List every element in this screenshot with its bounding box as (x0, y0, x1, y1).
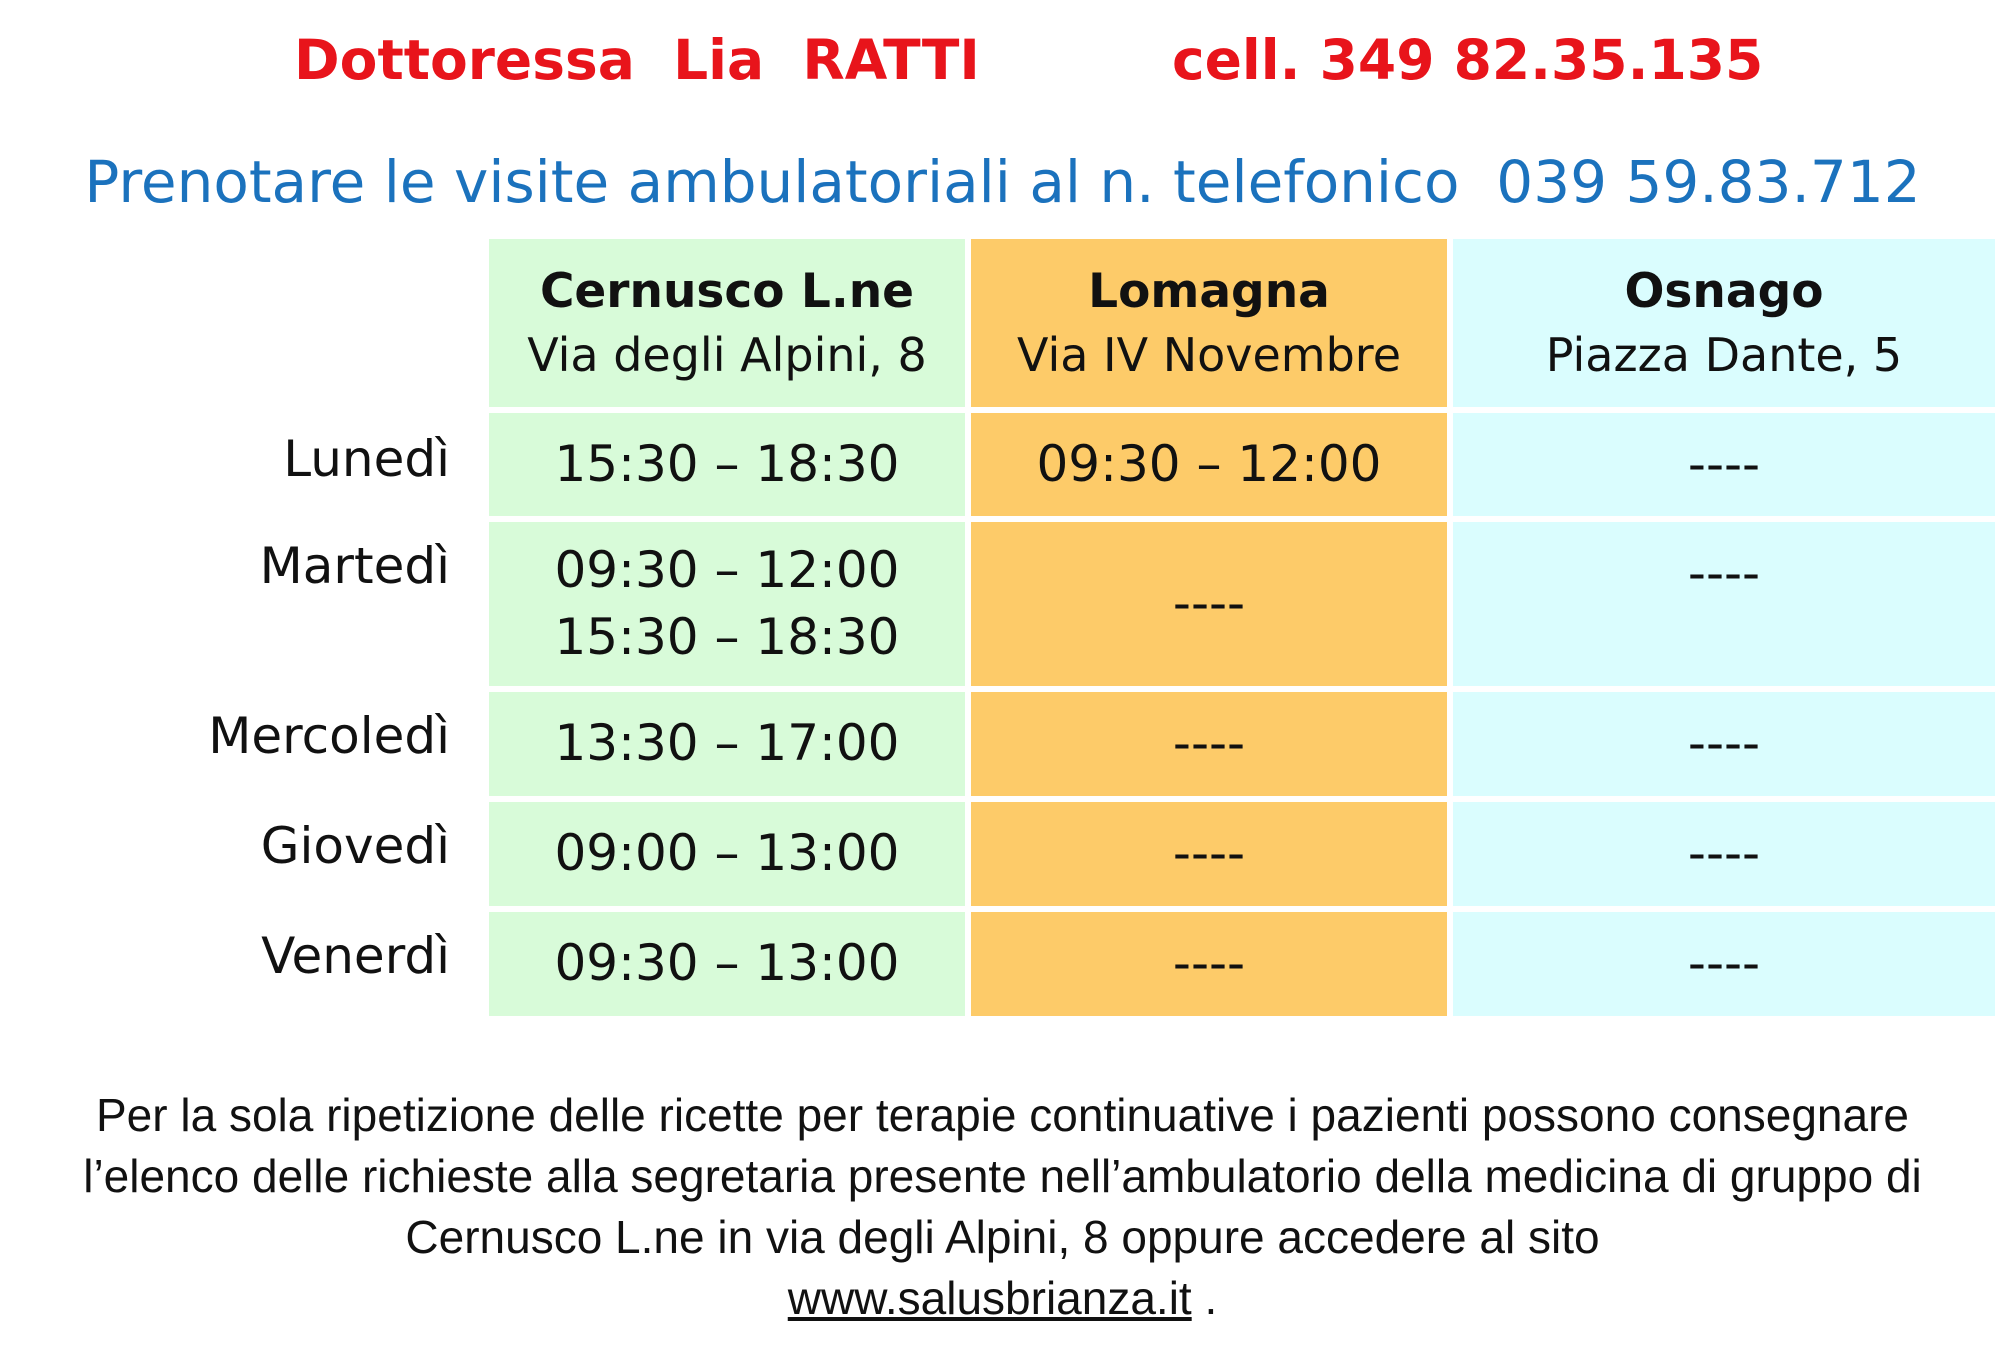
time-slot: 09:30 – 13:00 (554, 934, 900, 993)
day-label-martedi: Martedì (259, 537, 450, 595)
location-name: Cernusco L.ne (539, 264, 915, 320)
cell-martedi-osnago (1453, 522, 1995, 686)
location-address: Via IV Novembre (1017, 327, 1401, 382)
cell-martedi-lomagna (971, 522, 1447, 686)
day-label-giovedi: Giovedì (260, 817, 450, 875)
time-slot: ---- (1687, 714, 1761, 773)
header (0, 28, 2005, 98)
time-slot: 09:30 – 12:00 (554, 540, 900, 599)
time-slot: ---- (1687, 934, 1761, 993)
cell-martedi-cernusco (489, 522, 965, 686)
column-header-osnago (1453, 239, 1995, 407)
website-link[interactable]: www.salusbrianza.it (787, 1272, 1192, 1324)
time-slot: ---- (1687, 824, 1761, 883)
time-slot: ---- (1687, 434, 1761, 493)
cell-lunedi-osnago (1453, 413, 1995, 516)
cell-giovedi-osnago (1453, 802, 1995, 906)
cell-giovedi-cernusco (489, 802, 965, 906)
cell-venerdi-cernusco (489, 912, 965, 1016)
time-slot: ---- (1172, 824, 1246, 883)
time-slot: 15:30 – 18:30 (554, 434, 900, 493)
cell-mercoledi-osnago (1453, 692, 1995, 796)
time-slot: 13:30 – 17:00 (554, 714, 900, 773)
time-slot: 09:30 – 12:00 (1036, 434, 1382, 493)
cell-phone: cell. 349 82.35.135 (1172, 28, 1764, 92)
time-slot: ---- (1172, 574, 1246, 633)
location-address: Via degli Alpini, 8 (527, 327, 927, 382)
location-name: Osnago (1624, 264, 1824, 320)
cell-giovedi-lomagna (971, 802, 1447, 906)
time-slot: ---- (1172, 714, 1246, 773)
day-label-venerdi: Venerdì (261, 927, 450, 985)
column-header-cernusco (489, 239, 965, 407)
cell-mercoledi-lomagna (971, 692, 1447, 796)
time-slot: 09:00 – 13:00 (554, 824, 900, 883)
booking-phone-line: Prenotare le visite ambulatoriali al n. telefonico 039 59.83.712 (84, 148, 1921, 216)
doctor-name: Dottoressa Lia RATTI (294, 28, 980, 92)
footer-text: Per la sola ripetizione delle ricette per terapie continuative i pazienti possono consegnare l’elenco delle richieste alla segretaria presente nell’ambulatorio della medicina di gruppo di Cernusco L.ne in via degli Alpini, 8 oppure accedere al sito (83, 1089, 1922, 1263)
cell-venerdi-osnago (1453, 912, 1995, 1016)
time-slot: 15:30 – 18:30 (554, 608, 900, 666)
cell-lunedi-cernusco (489, 413, 965, 516)
footer-end: . (1191, 1272, 1218, 1324)
time-slot: ---- (1687, 544, 1761, 602)
day-label-mercoledi: Mercoledì (208, 707, 450, 765)
column-header-lomagna (971, 239, 1447, 407)
location-address: Piazza Dante, 5 (1545, 327, 1903, 382)
cell-venerdi-lomagna (971, 912, 1447, 1016)
schedule-table (0, 239, 2005, 1016)
location-name: Lomagna (1088, 264, 1330, 320)
time-slot: ---- (1172, 934, 1246, 993)
cell-lunedi-lomagna (971, 413, 1447, 516)
footer-note (60, 1085, 1945, 1329)
day-label-lunedi: Lunedì (283, 430, 450, 488)
cell-mercoledi-cernusco (489, 692, 965, 796)
